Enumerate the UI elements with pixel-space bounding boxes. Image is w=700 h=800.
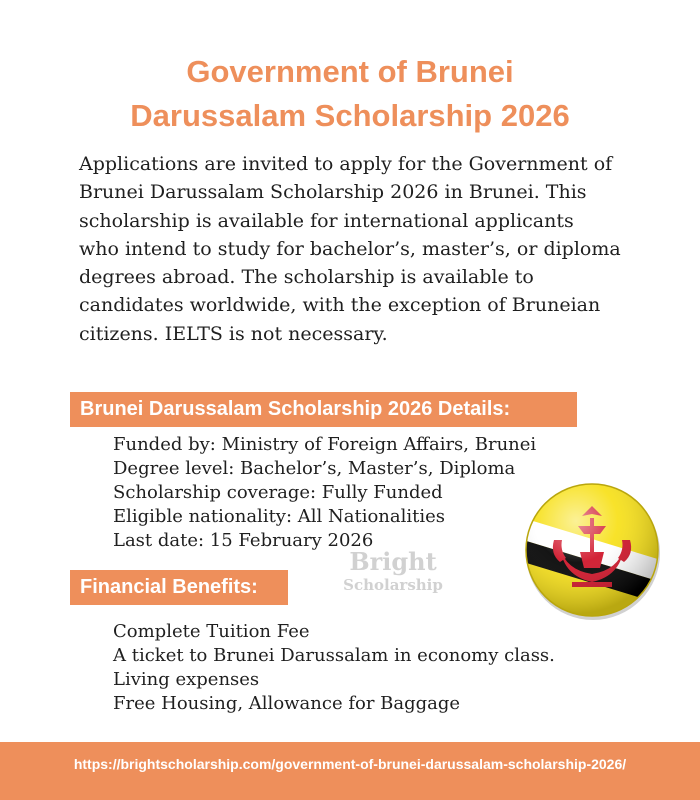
page-title bbox=[0, 50, 700, 138]
benefits-item-tuition: Complete Tuition Fee bbox=[113, 621, 310, 642]
benefits-heading: Financial Benefits: bbox=[70, 570, 288, 605]
intro-line: degrees abroad. The scholarship is available to bbox=[79, 266, 534, 289]
intro-line: candidates worldwide, with the exception of Bruneian bbox=[79, 294, 601, 317]
details-item-coverage: Scholarship coverage: Fully Funded bbox=[113, 482, 443, 503]
details-item-funded-by: Funded by: Ministry of Foreign Affairs, Brunei bbox=[113, 434, 537, 455]
details-item-last-date: Last date: 15 February 2026 bbox=[113, 530, 374, 551]
details-list bbox=[113, 433, 536, 553]
intro-paragraph bbox=[79, 150, 639, 348]
benefits-item-housing: Free Housing, Allowance for Baggage bbox=[113, 693, 461, 714]
footer-url: https://brightscholarship.com/government-of-brunei-darussalam-scholarship-2026/ bbox=[73, 756, 627, 772]
intro-line: citizens. IELTS is not necessary. bbox=[79, 322, 388, 345]
details-item-degree-level: Degree level: Bachelor’s, Master’s, Diploma bbox=[113, 458, 516, 479]
intro-line: scholarship is available for international applicants bbox=[79, 209, 574, 232]
intro-line: Applications are invited to apply for the Government of bbox=[79, 153, 613, 175]
benefits-item-ticket: A ticket to Brunei Darussalam in economy class. bbox=[113, 645, 555, 666]
footer-bar bbox=[0, 742, 700, 800]
benefits-item-living: Living expenses bbox=[113, 669, 260, 690]
watermark-line-1: Bright bbox=[349, 547, 437, 576]
watermark-line-2: Scholarship bbox=[343, 576, 443, 594]
title-line-2: Darussalam Scholarship 2026 bbox=[130, 98, 570, 133]
details-heading: Brunei Darussalam Scholarship 2026 Details: bbox=[70, 392, 577, 427]
details-item-nationality: Eligible nationality: All Nationalities bbox=[113, 506, 446, 527]
watermark-logo bbox=[328, 548, 458, 594]
title-line-1: Government of Brunei bbox=[186, 54, 514, 89]
intro-line: Brunei Darussalam Scholarship 2026 in Brunei. This bbox=[79, 181, 587, 204]
brunei-flag-icon bbox=[520, 478, 664, 622]
benefits-list bbox=[113, 620, 555, 716]
intro-line: who intend to study for bachelor’s, master’s, or diploma bbox=[79, 237, 621, 260]
